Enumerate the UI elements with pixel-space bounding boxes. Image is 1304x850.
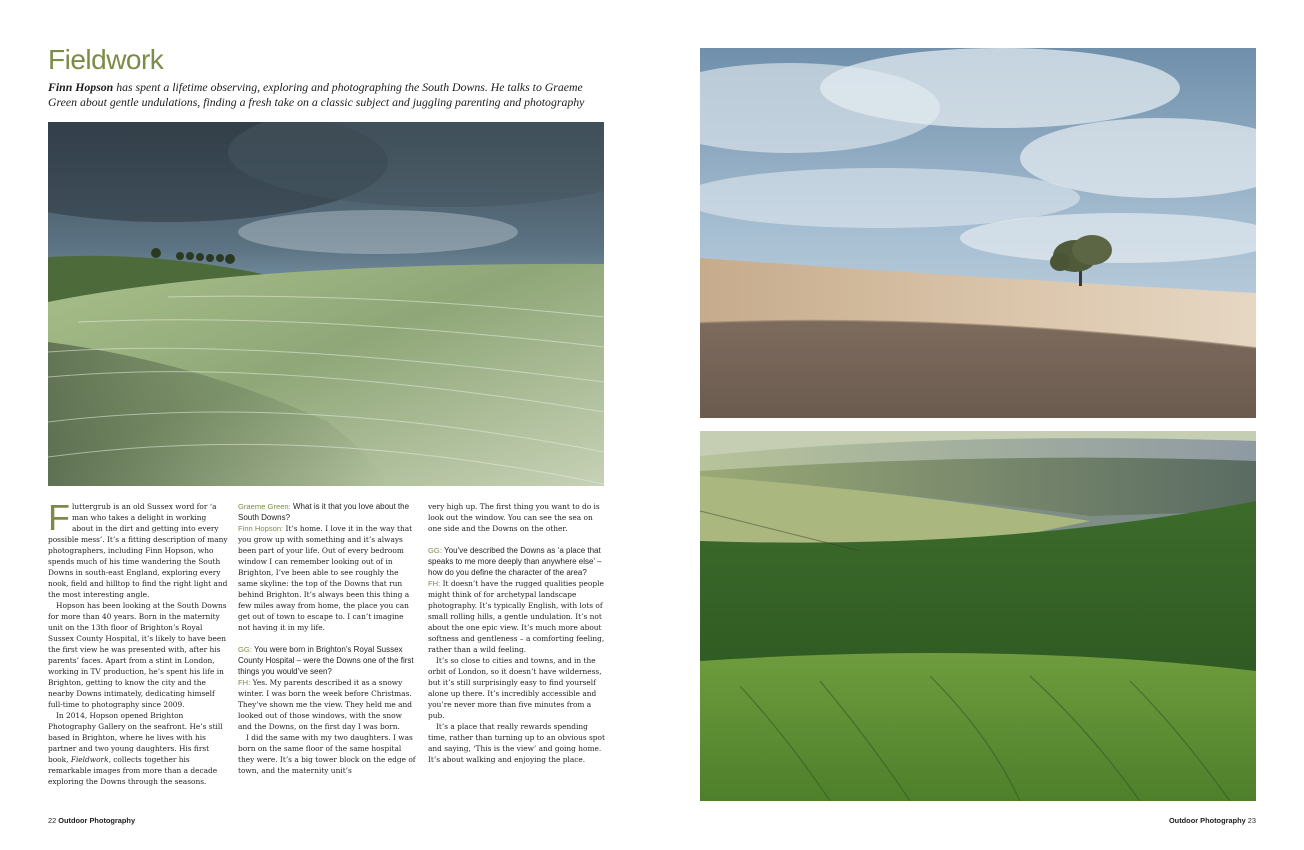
- drop-cap: F: [48, 497, 70, 538]
- folio-left: [48, 816, 135, 825]
- speaker-label: Finn Hopson:: [238, 524, 284, 533]
- question-text: What is it that you love about the South Downs?: [238, 502, 410, 522]
- folio-right: [1169, 816, 1256, 825]
- question: [238, 644, 418, 677]
- standfirst: [48, 80, 608, 109]
- answer: [238, 523, 418, 633]
- body-paragraph: Hopson has been looking at the South Downs for more than 40 years. Born in the maternity unit on the 13th floor of Brighton’s Royal Sussex County Hospital, it’s likely to have been the first view he was presented with, after his parents’ faces. Apart from a stint in London, working in TV production, he’s spent his life in Brighton, getting to know the city and the nearby Downs intimately, dedicating himself full-time to photography since 2009.: [48, 601, 227, 709]
- answer: [428, 578, 608, 655]
- question-text: You’ve described the Downs as ‘a place that speaks to me more deeply than anywhere else’ – how do you define the character of the area?: [428, 546, 602, 577]
- body-paragraph: [48, 710, 228, 787]
- answer-text: It’s home. I love it in the way that you grow up with something and it’s always been part of your life. Out of every bedroom window I can remember looking out of in Brighton, I’ve been able to see roughly the same skyline: the top of the Downs that run behind Brighton. It’s always been this thing a few miles away from home, the place you can get out of town to escape to. I can’t imagine not having it in my life.: [238, 524, 413, 632]
- answer-continued: I did the same with my two daughters. I was born on the same floor of the same hospital they were. It’s a big tower block on the edge of town, and the maternity unit’s: [238, 733, 416, 775]
- speaker-label: FH:: [238, 678, 251, 687]
- magazine-name: Outdoor Photography: [56, 816, 136, 825]
- question: [238, 501, 418, 523]
- answer-continued: It’s a place that really rewards spending time, rather than turning up to an obvious spot and saying, ‘This is the view’ and going home. It’s about walking and enjoying the place.: [428, 722, 605, 764]
- page-number: 22: [48, 816, 57, 825]
- speaker-label: GG:: [238, 645, 252, 654]
- answer-continued: It’s so close to cities and towns, and in the orbit of London, so it doesn’t have wilderness, but it’s still surprisingly easy to find yourself alone up there. It’s incredibly accessible and you’re never more than five minutes from a pub.: [428, 656, 602, 720]
- photo-lone-tree-ploughed-field: [700, 48, 1256, 418]
- answer-text: It doesn’t have the rugged qualities people might think of for archetypal landscape photography. It’s typically English, with lots of small rolling hills, a gentle undulation. It’s not about the one epic view. It’s much more about softness and gentleness – a comforting feeling, rather than a wild feeling.: [428, 579, 605, 654]
- photo-downs-green-field: [48, 122, 604, 486]
- text-column-3: [428, 501, 608, 765]
- photo-layered-green-hills: [700, 431, 1256, 801]
- intro-paragraph: [48, 497, 228, 600]
- question: [428, 545, 608, 578]
- body-text: In 2014, Hopson opened Brighton Photography Gallery on the seafront. He’s still based in Brighton, where he lives with his partner and two young daughters. His first book,: [48, 711, 223, 764]
- article-title: Fieldwork: [48, 44, 164, 75]
- speaker-label: Graeme Green:: [238, 502, 291, 511]
- answer-continued: very high up. The first thing you want to do is look out the window. You can see the sea on one side and the Downs on the other.: [428, 502, 600, 533]
- standfirst-name: Finn Hopson: [48, 80, 114, 94]
- magazine-name: Outdoor Photography: [1168, 816, 1248, 825]
- speaker-label: GG:: [428, 546, 442, 555]
- text-column-2: [238, 501, 418, 776]
- question-text: You were born in Brighton’s Royal Sussex County Hospital – were the Downs one of the first things you would’ve seen?: [238, 645, 414, 676]
- book-title: Fieldwork: [70, 755, 109, 764]
- speaker-label: FH:: [428, 579, 441, 588]
- standfirst-text: has spent a lifetime observing, exploring and photographing the South Downs. He talks to Graeme Green about gentle undulations, finding a fresh take on a classic subject and juggling parenting and photography: [48, 80, 585, 109]
- answer: [238, 677, 418, 732]
- answer-text: Yes. My parents described it as a snowy winter. I was born the week before Christmas. They’ve shown me the view. They held me and looked out of those windows, with the snow and the Downs, on the first day I was born.: [238, 678, 412, 731]
- intro-text: luttergrub is an old Sussex word for ‘a man who takes a delight in working about in the dirt and getting into every possible mess’. It’s a fitting description of many photographers, including Finn Hopson, who spends much of his time wandering the South Downs in south-east England, exploring every nook, field and hilltop to find the right light and the most interesting angle.: [48, 502, 228, 599]
- text-column-1: [48, 497, 228, 787]
- body-text: , collects together his remarkable images from more than a decade exploring the Downs through the seasons.: [48, 755, 218, 786]
- page-number: 23: [1247, 816, 1256, 825]
